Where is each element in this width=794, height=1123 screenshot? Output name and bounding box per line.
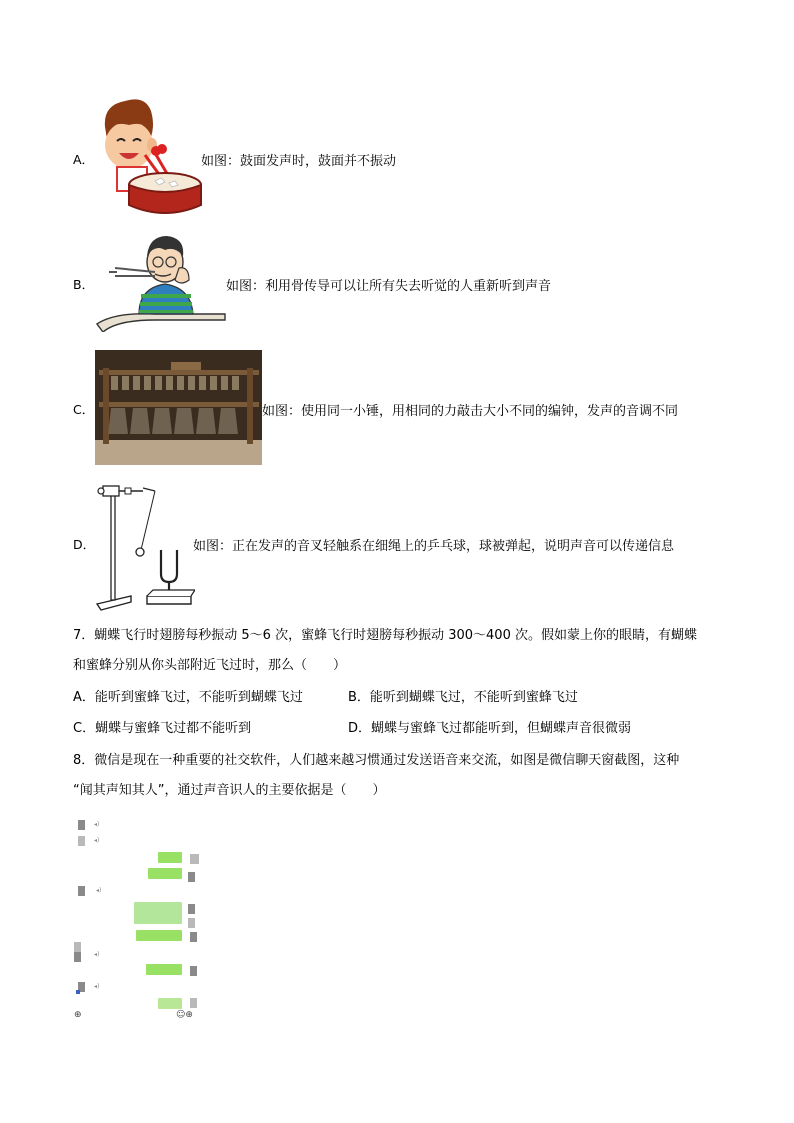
avatar: [190, 854, 199, 864]
voice-message-bubble: [158, 998, 182, 1009]
voice-message-bubble: [158, 852, 182, 863]
option-b-text: 如图：利用骨传导可以让所有失去听觉的人重新听到声音: [226, 279, 552, 294]
option-c-text: 如图：使用同一小锤，用相同的力敲击大小不同的编钟，发声的音调不同: [262, 404, 679, 419]
avatar: [74, 952, 81, 962]
q8-stem-line1: 8．微信是现在一种重要的社交软件，人们越来越习惯通过发送语音来交流，如图是微信聊天窗截图，这种: [73, 753, 680, 768]
avatar: [188, 918, 195, 928]
avatar: [190, 998, 197, 1008]
bianzhong-bells-image: [95, 350, 262, 465]
option-b-letter: B．: [73, 277, 95, 292]
add-icon: ⊕: [74, 1010, 82, 1020]
avatar: [78, 886, 85, 896]
voice-icon: ◂): [94, 821, 100, 828]
avatar: [188, 872, 195, 882]
voice-icon: ◂): [94, 837, 100, 844]
avatar: [78, 820, 85, 830]
avatar: [190, 966, 197, 976]
q7-option-b: B．能听到蝴蝶飞过，不能听到蜜蜂飞过: [348, 690, 578, 705]
avatar: [74, 942, 81, 952]
tuning-fork-pingpong-image: [95, 478, 195, 613]
voice-message-bubble: [136, 930, 182, 941]
bone-conduction-image: [95, 228, 227, 332]
option-c-letter: C．: [73, 402, 95, 417]
drum-boy-image: [95, 97, 203, 219]
wechat-chat-screenshot: [72, 814, 212, 1024]
option-a-letter: A．: [73, 152, 95, 167]
option-d-text: 如图：正在发声的音叉轻触系在细绳上的乒乓球，球被弹起，说明声音可以传递信息: [193, 539, 675, 554]
voice-icon: ◂): [94, 951, 100, 958]
avatar: [190, 932, 197, 942]
q7-option-c: C．蝴蝶与蜜蜂飞过都不能听到: [73, 721, 252, 736]
avatar: [188, 904, 195, 914]
option-a-text: 如图：鼓面发声时，鼓面并不振动: [201, 154, 397, 169]
q7-stem-line1: 7．蝴蝶飞行时翅膀每秒振动 5～6 次，蜜蜂飞行时翅膀每秒振动 300～400 次。假如蒙上你的眼睛，有蝴蝶: [73, 628, 697, 643]
q7-option-d: D．蝴蝶与蜜蜂飞过都能听到，但蝴蝶声音很微弱: [348, 721, 632, 736]
q7-option-a: A．能听到蜜蜂飞过，不能听到蝴蝶飞过: [73, 690, 303, 705]
option-d-letter: D．: [73, 537, 96, 552]
avatar: [76, 990, 80, 994]
q7-stem-line2: 和蜜蜂分别从你头部附近飞过时，那么（ ）: [73, 658, 347, 673]
voice-message-bubble: [146, 964, 182, 975]
voice-icon: ◂): [94, 983, 100, 990]
emoji-and-add-icons: ☺⊕: [176, 1010, 193, 1020]
avatar: [78, 836, 85, 846]
q8-stem-line2: “闻其声知其人”，通过声音识人的主要依据是（ ）: [73, 783, 386, 798]
voice-message-bubble: [148, 868, 182, 879]
blurred-message-bubble: [134, 902, 182, 924]
voice-icon: ◂): [96, 887, 102, 894]
